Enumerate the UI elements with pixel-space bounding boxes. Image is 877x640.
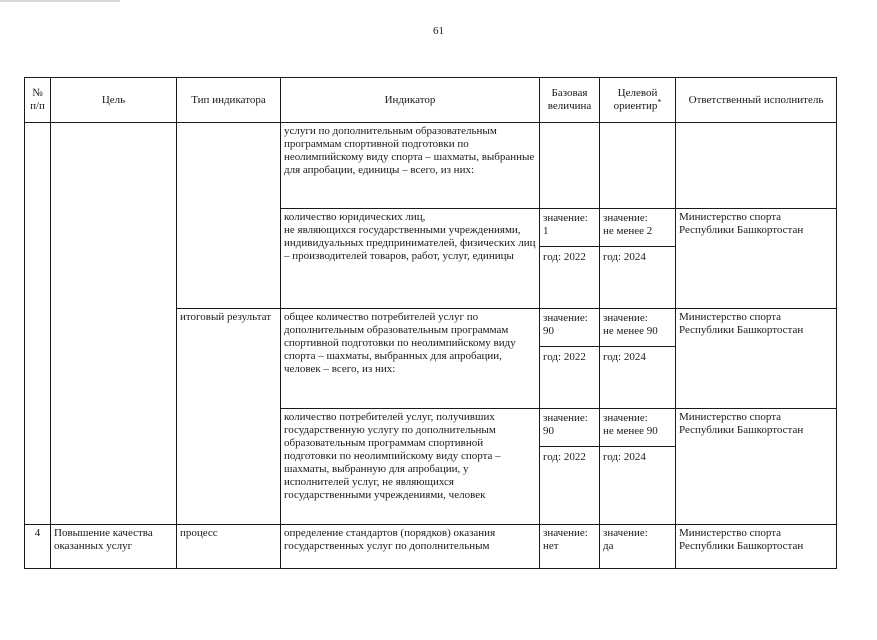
cell-type: итоговый результат [177,309,281,525]
header-indicator-type: Тип индикатора [177,78,281,123]
cell-indicator: общее количество потребителей услуг по дополнительным образовательным программам спортивной подготовки по неолимпийскому виду спорта – шахматы, выбранных для апробации, человек – всего, из них: [281,309,540,409]
target-value: значение: не менее 90 [600,309,675,347]
cell-target [600,309,676,409]
cell-executor: Министерство спорта Республики Башкортостан [676,309,837,409]
cell-base [540,123,600,209]
cell-base: значение: нет [540,525,600,569]
cell-target [600,409,676,525]
cell-executor [676,123,837,209]
target-value: значение: не менее 90 [600,409,675,447]
cell-target [600,123,676,209]
table-header-row [25,78,837,123]
cell-indicator: количество юридических лиц, не являющихся государственными учреждениями, индивидуальных предпринимателей, физических лиц – производителей товаров, работ, услуг, единицы [281,209,540,309]
cell-indicator: количество потребителей услуг, получивших государственную услугу по дополнительным образовательным программам спортивной подготовки по неолимпийскому виду спорта – шахматы, выбранную для апробации, у исполнителей услуг, не являющихся государственными учреждениями, человек [281,409,540,525]
base-value: значение: 1 [540,209,599,247]
cell-goal: Повышение качества оказанных услуг [51,525,177,569]
header-target-label: Целевой ориентир [613,87,658,112]
cell-type: процесс [177,525,281,569]
table-row [25,123,837,209]
header-goal: Цель [51,78,177,123]
cell-num [25,123,51,525]
cell-num: 4 [25,525,51,569]
target-year: год: 2024 [603,451,646,463]
base-year: год: 2022 [543,351,586,363]
cell-goal [51,123,177,525]
target-year: год: 2024 [603,251,646,263]
base-year: год: 2022 [543,451,586,463]
cell-base [540,409,600,525]
cell-target: значение: да [600,525,676,569]
cell-executor: Министерство спорта Республики Башкортостан [676,209,837,309]
cell-executor: Министерство спорта Республики Башкортостан [676,409,837,525]
cell-executor: Министерство спорта Республики Башкортостан [676,525,837,569]
base-year: год: 2022 [543,251,586,263]
header-target-footnote-mark: * [657,97,662,107]
indicators-table [24,77,837,569]
base-value: значение: 90 [540,309,599,347]
target-value: значение: не менее 2 [600,209,675,247]
cell-target [600,209,676,309]
cell-base [540,209,600,309]
page-number: 61 [433,25,444,37]
base-value: значение: 90 [540,409,599,447]
cell-indicator: определение стандартов (порядков) оказания государственных услуг по дополнительным [281,525,540,569]
header-indicator: Индикатор [281,78,540,123]
cell-indicator: услуги по дополнительным образовательным программам спортивной подготовки по неолимпийскому виду спорта – шахматы, выбранные для апробации, единицы – всего, из них: [281,123,540,209]
header-target [600,78,676,123]
cell-type [177,123,281,309]
header-base-value: Базовая величина [540,78,600,123]
scan-edge-mark [0,0,120,2]
table-row [25,525,837,569]
header-num: № п/п [25,78,51,123]
header-executor: Ответственный исполнитель [676,78,837,123]
target-year: год: 2024 [603,351,646,363]
cell-base [540,309,600,409]
